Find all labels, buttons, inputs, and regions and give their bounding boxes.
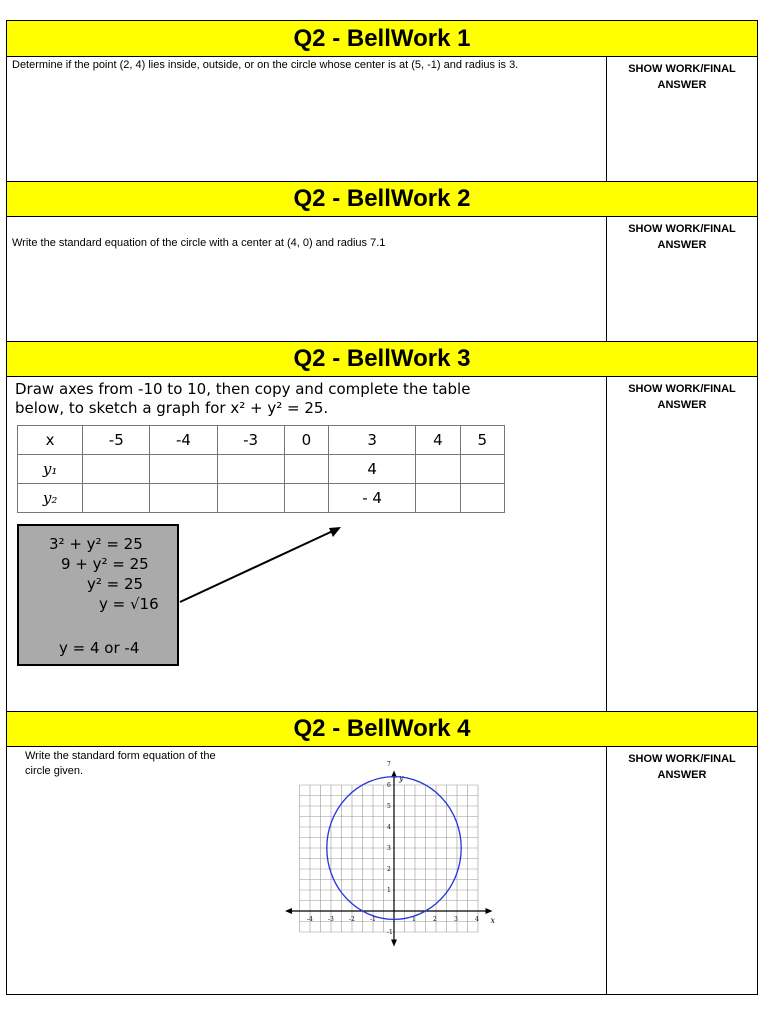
table-cell: 5 [460, 426, 504, 455]
bellwork-4-question-cell [7, 747, 607, 994]
bellwork-2-answer-label: SHOW WORK/FINAL ANSWER [628, 223, 736, 251]
work-line: y = √16 [99, 595, 159, 613]
x-tick-label: 1 [412, 916, 416, 923]
y-tick-label: 1 [387, 887, 391, 894]
bellwork-2 [7, 181, 757, 341]
table-cell: -4 [150, 426, 217, 455]
work-line: y = 4 or -4 [59, 639, 140, 657]
bellwork-3-title: Q2 - BellWork 3 [7, 341, 757, 377]
table-cell: -3 [217, 426, 284, 455]
y-axis-label: y [399, 773, 404, 783]
bellwork-4-title: Q2 - BellWork 4 [7, 711, 757, 747]
table-cell: 0 [284, 426, 328, 455]
work-line: y² = 25 [87, 575, 144, 593]
x-tick-label: -2 [349, 916, 355, 923]
bellwork-1-question-cell [7, 57, 607, 181]
table-cell: 4 [416, 426, 460, 455]
table-cell: - 4 [329, 484, 416, 513]
y-tick-label: -1 [387, 929, 393, 936]
bellwork-3-question-cell [7, 377, 607, 711]
x-tick-label: -1 [370, 916, 376, 923]
bellwork-4-question-line-2: circle given. [25, 765, 84, 777]
bellwork-1-answer-label: SHOW WORK/FINAL ANSWER [628, 63, 736, 91]
work-line: 3² + y² = 25 [49, 535, 143, 553]
y-tick-label: 5 [387, 803, 391, 810]
x-tick-label: 4 [475, 916, 479, 923]
bellwork-1 [7, 21, 757, 181]
y-arrow-down-icon [391, 940, 397, 947]
bellwork-2-question-cell [7, 217, 607, 341]
work-line: 9 + y² = 25 [61, 555, 149, 573]
bellwork-1-title: Q2 - BellWork 1 [7, 21, 757, 57]
bellwork-3 [7, 341, 757, 711]
x-tick-label: 2 [433, 916, 437, 923]
x-arrow-left-icon [285, 908, 292, 914]
y-tick-label: 4 [387, 824, 391, 831]
table-cell: 4 [329, 455, 416, 484]
x-tick-label: 3 [454, 916, 458, 923]
circle-graph [277, 761, 507, 992]
y-tick-label: 2 [387, 866, 391, 873]
table-cell: y₁ [18, 455, 83, 484]
bellwork-4 [7, 711, 757, 994]
bellwork-3-question-line-1: Draw axes from -10 to 10, then copy and complete the table [15, 380, 471, 398]
x-axis-label: x [490, 916, 496, 925]
table-cell: -5 [83, 426, 150, 455]
bellwork-3-question-line-2: below, to sketch a graph for x² + y² = 25. [15, 399, 329, 417]
bellwork-sheet [6, 20, 758, 995]
table-cell: 3 [329, 426, 416, 455]
bellwork-2-question: Write the standard equation of the circle with a center at (4, 0) and radius 7.1 [12, 237, 386, 249]
bellwork-2-title: Q2 - BellWork 2 [7, 181, 757, 217]
y-tick-label: 6 [387, 782, 391, 789]
table-cell: x [18, 426, 83, 455]
x-arrow-icon [486, 908, 493, 914]
y-tick-label: 7 [387, 761, 391, 768]
bellwork-4-question-line-1: Write the standard form equation of the [25, 750, 216, 762]
y-tick-label: 3 [387, 845, 391, 852]
table-cell: y₂ [18, 484, 83, 513]
x-tick-label: -3 [328, 916, 334, 923]
bellwork-1-question: Determine if the point (2, 4) lies inside, outside, or on the circle whose center is at (5, -1) and radius is 3. [12, 59, 519, 71]
pointer-arrow [7, 377, 607, 711]
bellwork-4-answer-label: SHOW WORK/FINAL ANSWER [628, 753, 736, 781]
bellwork-3-answer-label: SHOW WORK/FINAL ANSWER [628, 383, 736, 411]
x-tick-label: -4 [307, 916, 313, 923]
